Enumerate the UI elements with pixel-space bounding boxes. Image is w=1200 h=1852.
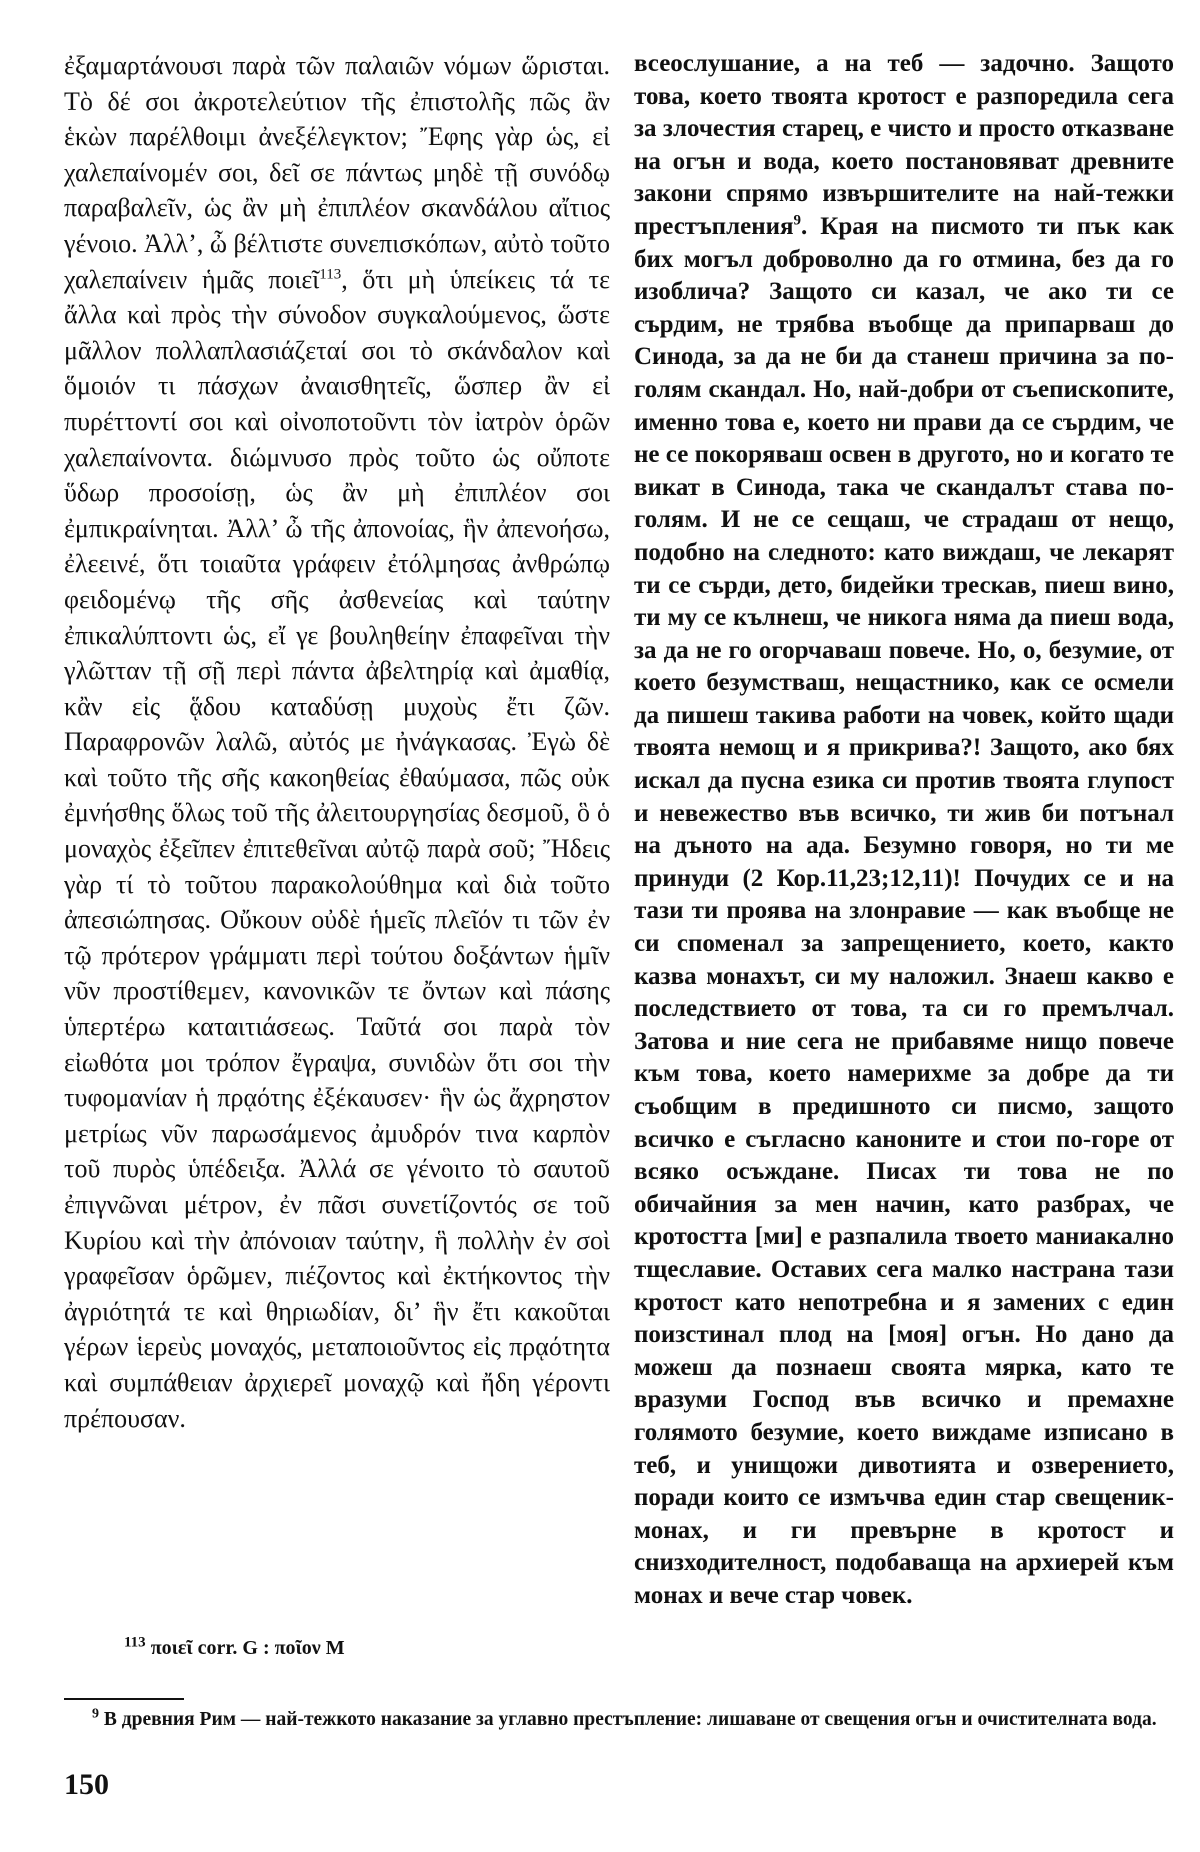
bulgarian-text-column xyxy=(634,48,1174,1613)
greek-text-column xyxy=(64,48,610,1436)
page-number: 150 xyxy=(64,1768,109,1801)
greek-paragraph xyxy=(64,48,610,1436)
footnote-ref-9: 9 xyxy=(793,212,802,229)
footnote-divider xyxy=(64,1698,184,1700)
footnote-mark: 9 xyxy=(92,1706,99,1722)
bulgarian-text-part-2: . Края на писмото ти пък как бих могъл доброволно да го отмина, без да го изобличa? Защото си казал, че ако ти се сърдим, не трябва въобще да припарваш до Синода, за да не би да станеш причина за по-голям скандал. Но, най-добри от съепископите, именно това е, което ни прави да се сърдим, че не се покоряваш освен в другото, но и когато те викат в Синода, така че скандалът става по-голям. И не се сещаш, че страдаш от нещо, подобно на следното: като виждаш, че лекарят ти се сърди, дето, бидейки трескав, пиеш вино, ти му се кълнеш, че никога няма да пиеш вода, за да не го огорчаваш повече. Но, о, безумие, от което безумстваш, нещастнико, как се осмели да пишеш такива работи на човек, който щади твоята немощ и я прикрива?! Защото, ако бях искал да пусна езика си против твоята глупост и невежество във всичко, ти жив би потънал на дъното на ада. Безумно говоря, но ти ме принуди (2 Кор.11,23;12,11)! Почудих се и на тази ти проява на злонравие — как въобще не си споменал за запрещението, което, както казва монахът, си му наложил. Знаеш какво е последствието от това, та си го премълчал. Затова и ние сега не прибавяме нищо повече към това, което намерихме за добре да ти съобщим в предишното си писмо, защото всичко е съгласно канонитe и стои по-горе от всяко осъждане. Писах ти това не по обичайния за мен начин, като разбрах, че кротостта [ми] е разпалила твоето маниакално тщеславие. Оставих сега малко настрана тази кротост като непотребна и я замених с един поизстинал плод на [моя] огън. Но дано да можеш да познаеш своята мярка, като те вразуми Господ във всичко и премахне голямото безумие, което виждаме изписано в теб, и унищожи дивотията и озверението, поради които се измъчва един стар свещеник-монах, и ги превърне в кротост и снизходителност, подобаваща на архиерей към монах и вече стар човек. xyxy=(634,212,1174,1609)
footnote-text: В древния Рим — най-тежкото наказание за углавно престъпление: лишаване от свещения огън и очистителната вода. xyxy=(99,1709,1157,1730)
bulgarian-text-part-1: всеослушание, а на теб — задочно. Защото това, което твоята кротост е разпоредила сега за злочестия старец, е чисто и просто отказване на огън и вода, което постановяват древните закони спрямо извършителите на най-тежки престъпления xyxy=(634,50,1174,240)
greek-text-part-1: ἐξαμαρτάνουσι παρὰ τῶν παλαιῶν νόμων ὥρισται. Τὸ δέ σοι ἀκροτελεύτιον τῆς ἐπιστολῆς πῶς ἂν ἑκὼν παρέλθοιμι ἀνεξέλεγκτον; Ἔφης γὰρ ὡς, εἰ χαλεπαίνομέν σοι, δεῖ σε πάντως μηδὲ τῇ συνόδῳ παραβαλεῖν, ὡς ἂν μὴ ἐπιπλέον σκανδάλου αἴτιος γένοιο. Ἀλλ’, ὦ βέλτιστε συνεπισκόπων, αὐτὸ τοῦτο χαλεπαίνειν ἡμᾶς ποιεῖ xyxy=(64,51,610,294)
apparatus-number: 113 xyxy=(124,1634,146,1651)
apparatus-text: ποιεῖ corr. G : ποῖον M xyxy=(145,1637,345,1659)
bulgarian-paragraph xyxy=(634,48,1174,1613)
critical-apparatus xyxy=(124,1634,624,1660)
greek-text-part-2: , ὅτι μὴ ὑπείκεις τά τε ἄλλα καὶ πρὸς τὴν σύνοδον συγκαλούμενος, ὥστε μᾶλλον πολλαπλασιάζεταί σοι τὸ σκάνδαλον καὶ ὅμοιόν τι πάσχων ἀναισθητεῖς, ὥσπερ ἂν εἰ πυρέττοντί σοι καὶ οἰνοποτοῦντι τὸν ἰατρὸν ὁρῶν χαλεπαίνοντα. διώμνυσο πρὸς τοῦτο ὡς οὔποτε ὕδωρ προσοίσῃ, ὡς ἂν μὴ ἐπιπλέον σοι ἐμπικραίνηται. Ἀλλ’ ὦ τῆς ἀπονοίας, ἣν ἀπενοήσω, ἐλεεινέ, ὅτι τοιαῦτα γράφειν ἐτόλμησας ἀνθρώπῳ φειδομένῳ τῆς σῆς ἀσθενείας καὶ ταύτην ἐπικαλύπτοντι ὡς, εἴ γε βουληθείην ἐπαφεῖναι τὴν γλῶτταν τῇ σῇ περὶ πάντα ἀβελτηρίᾳ καὶ ἀμαθίᾳ, κἂν εἰς ᾅδου καταδύσῃ μυχοὺς ἔτι ζῶν. Παραφρονῶν λαλῶ, αὐτός με ἠνάγκασας. Ἐγὼ δὲ καὶ τοῦτο τῆς σῆς κακοηθείας ἐθαύμασα, πῶς οὐκ ἐμνήσθης ὅλως τοῦ τῆς ἀλειτουργησίας δεσμοῦ, ὃ ὁ μοναχὸς ἐξεῖπεν ἐπιτεθεῖναι αὐτῷ παρὰ σοῦ; Ἤδεις γὰρ τί τὸ τοῦτου παρακολούθημα καὶ διὰ τοῦτο ἀπεσιώπησας. Οὔκουν οὐδὲ ἡμεῖς πλεῖόν τι τῶν ἐν τῷ πρότερον γράμματι περὶ τούτου δοξάντων ἡμῖν νῦν προστίθεμεν, κανονικῶν τε ὄντων καὶ πάσης ὑπερτέρω καταιτιάσεως. Ταῦτά σοι παρὰ τὸν εἰωθότα μοι τρόπον ἔγραψα, συνιδὼν ὅτι σοι τὴν τυφομανίαν ἡ πρᾳότης ἐξέκαυσεν· ἣν ὡς ἄχρηστον μετρίως νῦν παρωσάμενος ἀμυδρόν τινα καρπὸν τοῦ πυρὸς ὑπέδειξα. Ἀλλά σε γένοιτο τὸ σαυτοῦ ἐπιγνῶναι μέτρον, ἐν πᾶσι συνετίζοντός σε τοῦ Κυρίου καὶ τὴν ἀπόνοιαν ταύτην, ἣ πολλὴν ἐν σοὶ γραφεῖσαν ὁρῶμεν, πιέζοντος καὶ ἐκτήκοντος τὴν ἀγριότητά τε καὶ θηριωδίαν, δι’ ἣν ἔτι κακοῦται γέρων ἱερεὺς μοναχός, μεταποιοῦντος εἰς πρᾳότητα καὶ συμπάθειαν ἀρχιερεῖ μοναχῷ καὶ ἤδη γέροντι πρέπουσαν. xyxy=(64,264,611,1433)
footnote xyxy=(92,1706,1182,1734)
apparatus-ref-113: 113 xyxy=(319,265,342,282)
